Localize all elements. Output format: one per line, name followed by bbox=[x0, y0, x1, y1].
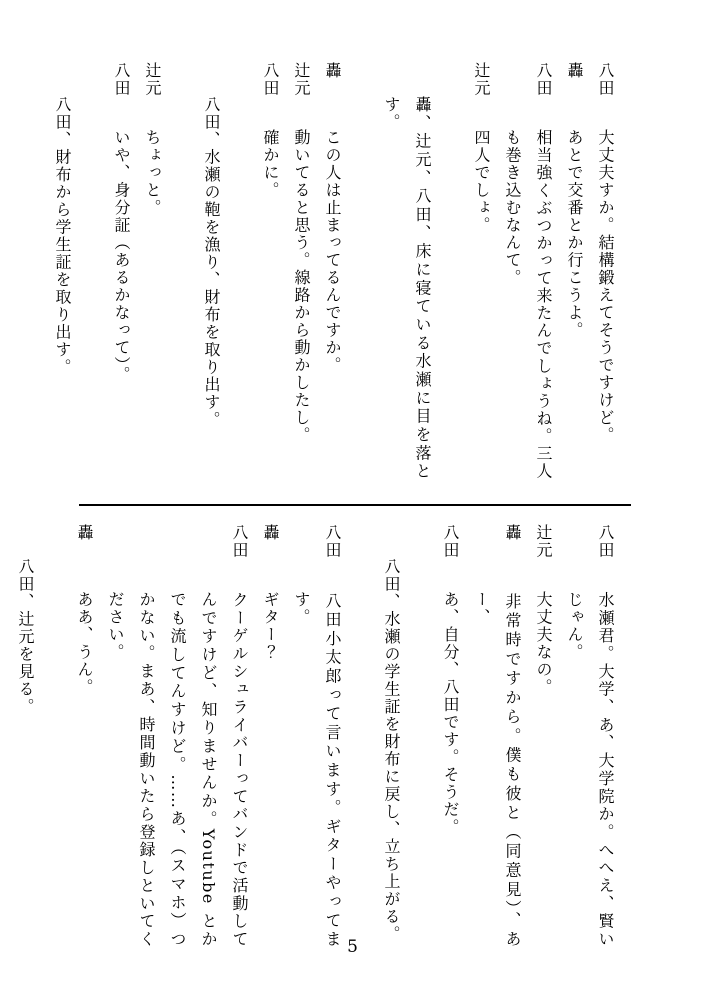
dialogue-text: ああ、うん。 bbox=[75, 591, 94, 696]
speaker-name: 八田 bbox=[323, 524, 342, 559]
dialogue-line bbox=[559, 524, 621, 948]
dialogue-text: 大丈夫すか。結構鍛えてそうですけど。 bbox=[596, 129, 615, 444]
stage-direction bbox=[47, 62, 78, 480]
dialogue-line bbox=[106, 62, 137, 480]
dialogue-line bbox=[559, 62, 590, 480]
page-bottom-half bbox=[0, 524, 621, 948]
direction-text: 八田、水瀬の鞄を漁り、財布を取り出す。 bbox=[202, 96, 221, 429]
dialogue-text: ギター？ bbox=[261, 591, 280, 661]
dialogue-text: 大丈夫なの。 bbox=[534, 591, 553, 696]
speaker-name: 八田 bbox=[441, 524, 460, 559]
page-number: 5 bbox=[347, 937, 358, 957]
dialogue-text: 確かに。 bbox=[261, 129, 280, 199]
speaker-name: 八田 bbox=[261, 62, 280, 97]
dialogue-line bbox=[286, 524, 348, 948]
speaker-name: 辻元 bbox=[292, 62, 311, 97]
dialogue-text: 相当強くぶつかって来たんでしょうね。三人も巻き込むなんて。 bbox=[503, 129, 553, 480]
dialogue-text: 四人でしょ。 bbox=[472, 129, 491, 234]
dialogue-text: いや、身分証（あるかなって）。 bbox=[112, 129, 131, 384]
direction-text: 八田、水瀬の学生証を財布に戻し、立ち上がる。 bbox=[382, 558, 401, 943]
dialogue-line bbox=[286, 62, 317, 480]
dialogue-text: 動いてると思う。線路から動かしたし。 bbox=[292, 129, 311, 444]
dialogue-line bbox=[435, 524, 466, 948]
dialogue-text: あとで交番とか行こうよ。 bbox=[565, 129, 584, 339]
direction-text: 轟、辻元、八田、床に寝ている水瀬に目を落とす。 bbox=[382, 96, 432, 481]
dialogue-text: 非常時ですから。僕も彼と（同意見）、あー、 bbox=[472, 591, 522, 948]
dialogue-text: 八田小太郎って言います。ギターやってます。 bbox=[292, 591, 342, 948]
speaker-name: 轟 bbox=[261, 524, 280, 542]
direction-text: 八田、辻元を見る。 bbox=[16, 558, 35, 716]
dialogue-text: 水瀬君。大学、あ、大学院か。へへえ、賢いじゃん。 bbox=[565, 591, 615, 948]
speaker-name: 八田 bbox=[596, 62, 615, 97]
speaker-name: 轟 bbox=[323, 62, 342, 80]
stage-direction bbox=[10, 524, 41, 948]
speaker-name: 辻元 bbox=[534, 524, 553, 559]
dialogue-line bbox=[466, 62, 497, 480]
dialogue-line bbox=[590, 62, 621, 480]
dialogue-text: クーゲルシュライバーってバンドで活動してんですけど、知りませんか。Youtube とかでも流してんすけど。……あ、（スマホ）つかない。まあ、時間動いたら登録しといてください。 bbox=[106, 591, 249, 948]
speaker-name: 辻元 bbox=[143, 62, 162, 97]
dialogue-text: ちょっと。 bbox=[143, 129, 162, 217]
speaker-name: 八田 bbox=[112, 62, 131, 97]
dialogue-line bbox=[137, 62, 168, 480]
page-divider bbox=[79, 504, 631, 506]
speaker-name: 八田 bbox=[230, 524, 249, 559]
direction-text: 八田、財布から学生証を取り出す。 bbox=[53, 96, 72, 376]
dialogue-line bbox=[69, 524, 100, 948]
dialogue-line bbox=[466, 524, 528, 948]
dialogue-line bbox=[255, 524, 286, 948]
dialogue-line bbox=[317, 62, 348, 480]
speaker-name: 八田 bbox=[534, 62, 553, 97]
speaker-name: 轟 bbox=[565, 62, 584, 80]
dialogue-line bbox=[255, 62, 286, 480]
speaker-name: 辻元 bbox=[472, 62, 491, 97]
stage-direction bbox=[196, 62, 227, 480]
dialogue-text: あ、自分、八田です。そうだ。 bbox=[441, 591, 460, 836]
dialogue-line bbox=[100, 524, 255, 948]
page-top-half bbox=[19, 62, 621, 480]
stage-direction bbox=[376, 524, 407, 948]
speaker-name: 轟 bbox=[503, 524, 522, 542]
dialogue-line bbox=[497, 62, 559, 480]
speaker-name: 八田 bbox=[596, 524, 615, 559]
dialogue-line bbox=[528, 524, 559, 948]
dialogue-text: この人は止まってるんですか。 bbox=[323, 129, 342, 374]
speaker-name: 轟 bbox=[75, 524, 94, 542]
stage-direction bbox=[376, 62, 438, 480]
